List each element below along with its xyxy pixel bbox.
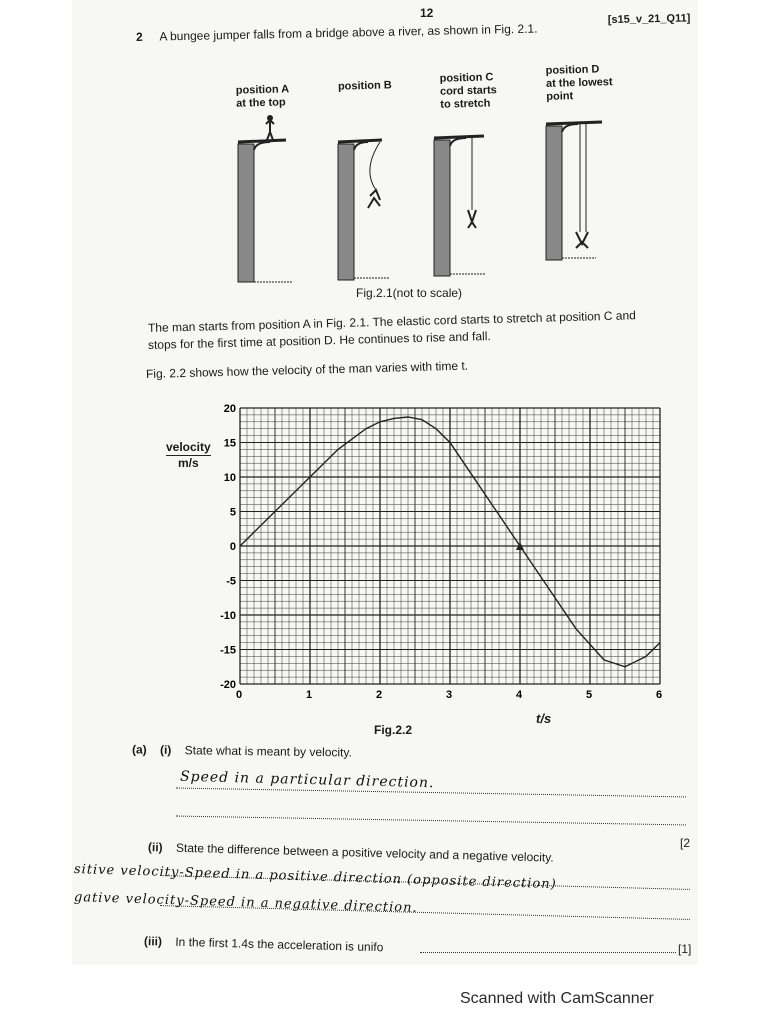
- y-tick-label: 5: [229, 506, 236, 519]
- answer-line-5: [420, 952, 676, 953]
- x-tick-label: 1: [306, 689, 313, 701]
- x-tick-label: 2: [376, 689, 383, 701]
- y-tick-label: -20: [220, 679, 236, 691]
- part-a-i-answer: Speed in a particular direction.: [179, 768, 435, 792]
- position-c-label: position C cord starts to stretch: [439, 71, 497, 111]
- part-a-i-marks: [2: [680, 836, 691, 850]
- velocity-time-graph: [200, 396, 680, 716]
- part-a-label: (a): [131, 742, 147, 757]
- paragraph-line-2: stops for the first time at position D. He continues to rise and fall.: [147, 329, 491, 352]
- y-tick-label: -5: [226, 575, 236, 588]
- x-tick-label: 3: [446, 689, 453, 701]
- part-a-iii-text: In the first 1.4s the acceleration is unifo: [175, 934, 384, 955]
- graph-grid: [240, 408, 660, 684]
- bridge-c-drawing: [434, 136, 486, 276]
- paragraph-fig22-intro: Fig. 2.2 shows how the velocity of the man varies with time t.: [145, 358, 469, 381]
- bridge-a-drawing: [238, 116, 292, 283]
- position-a-label: position A at the top: [235, 83, 290, 110]
- page-number: 12: [420, 6, 434, 20]
- question-number: 2: [135, 29, 143, 44]
- part-a-ii-answer-2: gative velocity-Speed in a negative direction.: [73, 890, 418, 916]
- x-axis-label: t/s: [536, 711, 552, 726]
- position-d-label: position D at the lowest point: [545, 63, 613, 103]
- part-a-ii-text: State the difference between a positive velocity and a negative velocity.: [175, 840, 554, 865]
- part-a-iii-number: (iii): [143, 934, 163, 949]
- part-a-ii-marks: [1]: [678, 942, 692, 956]
- part-a-ii-answer-1: sitive velocity-Speed in a positive direction (opposite direction): [73, 862, 557, 893]
- paragraph-line-1: The man starts from position A in Fig. 2.1. The elastic cord starts to stretch at position C and: [147, 308, 637, 335]
- bridge-figure: [230, 110, 630, 290]
- x-tick-label: 5: [586, 689, 593, 701]
- y-tick-label: 20: [223, 403, 236, 415]
- figure-2-2-caption: Fig.2.2: [374, 723, 413, 737]
- part-a-ii-number: (ii): [147, 840, 163, 855]
- y-tick-label: 10: [223, 472, 236, 484]
- question-text: A bungee jumper falls from a bridge above a river, as shown in Fig. 2.1.: [159, 21, 538, 44]
- y-tick-label: -15: [220, 644, 236, 657]
- x-tick-label: 4: [516, 689, 523, 701]
- scanner-watermark: Scanned with CamScanner: [460, 990, 654, 1007]
- x-tick-label: 0: [236, 689, 243, 701]
- position-b-label: position B: [337, 79, 392, 93]
- figure-2-1-caption: Fig.2.1(not to scale): [356, 286, 463, 300]
- y-tick-label: 0: [229, 541, 236, 553]
- y-tick-label: 15: [223, 437, 236, 450]
- question-reference: [s15_v_21_Q11]: [607, 12, 691, 27]
- y-axis-label-bottom: m/s: [166, 455, 211, 470]
- bridge-b-drawing: [338, 140, 390, 280]
- part-a-i-text: State what is meant by velocity.: [184, 743, 352, 760]
- x-tick-label: 6: [656, 689, 663, 701]
- part-a-i-number: (i): [159, 742, 172, 758]
- y-axis-label-top: velocity: [166, 440, 211, 454]
- y-tick-label: -10: [220, 610, 236, 622]
- bridge-d-drawing: [546, 122, 602, 260]
